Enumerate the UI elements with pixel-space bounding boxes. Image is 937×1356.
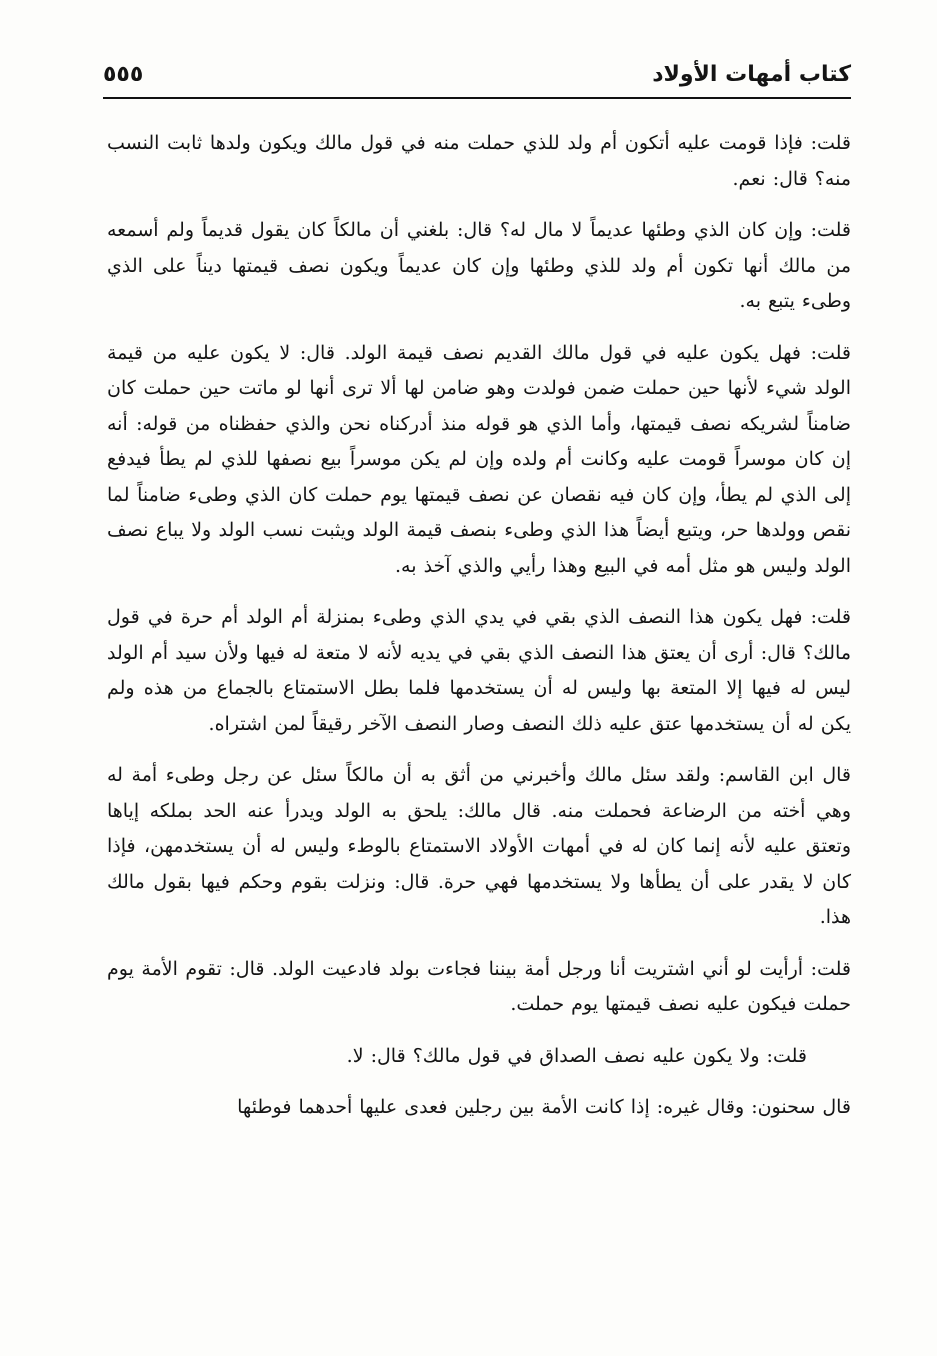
- paragraph-8: قال سحنون: وقال غيره: إذا كانت الأمة بين رجلين فعدى عليها أحدهما فوطئها: [237, 1096, 851, 1118]
- page-header: [103, 56, 851, 92]
- paragraph-2: قلت: وإن كان الذي وطئها عديماً لا مال له؟ قال: بلغني أن مالكاً كان يقول قديماً ولم أسمعه من مالك أنها تكون أم ولد للذي وطئها وإن كان عديماً ويكون نصف قيمتها ديناً على الذي وطىء يتبع به.: [107, 219, 851, 312]
- paragraph-1: قلت: فإذا قومت عليه أتكون أم ولد للذي حملت منه في قول مالك ويكون ولدها ثابت النسب منه؟ قال: نعم.: [107, 132, 851, 190]
- paragraph-5: قال ابن القاسم: ولقد سئل مالك وأخبرني من أثق به أن مالكاً سئل عن رجل وطىء أمة له وهي أخته من الرضاعة فحملت منه. قال مالك: يلحق به الولد ويدرأ عنه الحد بملكه إياها وتعتق عليه لأنه إنما كان له في أمهات الأولاد الاستمتاع بالوطء وليس له أن يستخدمهن، فإذا كان لا يقدر على أن يطأها ولا يستخدمها فهي حرة. قال: ونزلت بقوم وحكم فيها بقول مالك هذا.: [107, 764, 851, 928]
- header-divider: [103, 97, 851, 99]
- paragraph-6: قلت: أرأيت لو أني اشتريت أنا ورجل أمة بيننا فجاءت بولد فادعيت الولد. قال: تقوم الأمة يوم حملت فيكون عليه نصف قيمتها يوم حملت.: [107, 957, 851, 1015]
- running-title: كتاب أمهات الأولاد: [652, 62, 851, 87]
- page-number: ٥٥٥: [103, 62, 144, 87]
- body-text: [107, 126, 851, 1142]
- paragraph-4: قلت: فهل يكون هذا النصف الذي بقي في يدي الذي وطىء بمنزلة أم الولد أم حرة في قول مالك؟ قال: أرى أن يعتق هذا النصف الذي بقي في يديه لأنه لا متعة له فيها ولأن سيد أم الولد ليس له فيها إلا المتعة بها وليس له أن يستخدمها فلما بطل الاستمتاع بالجماع من هذه ولم يكن له أن يستخدمها عتق عليه ذلك النصف وصار النصف الآخر رقيقاً لمن اشتراه.: [107, 606, 851, 735]
- paragraph-7: قلت: ولا يكون عليه نصف الصداق في قول مالك؟ قال: لا.: [346, 1044, 807, 1067]
- paragraph-3: قلت: فهل يكون عليه في قول مالك القديم نصف قيمة الولد. قال: لا يكون عليه من قيمة الولد شيء لأنها حين حملت ضمن فولدت وهو ضامن لها ألا ترى أنها لو ماتت حين حملت كان ضامناً لشريكه نصف قيمتها، وأما الذي هو قوله منذ أدركناه نحن والذي حفظناه من قوله: أنه إن كان موسراً قومت عليه وكانت أم ولده وإن لم يكن موسراً بيع نصفها للذي لم يطأ فيدفع إلى الذي لم يطأ، وإن كان فيه نقصان عن نصف قيمتها يوم حملت كان الذي وطىء ضامناً لما نقص وولدها حر، ويتبع أيضاً هذا الذي وطىء بنصف قيمة الولد ويثبت نسب الولد ولا يباع نصف الولد وليس هو مثل أمه في البيع وهذا رأيي والذي آخذ به.: [107, 341, 851, 577]
